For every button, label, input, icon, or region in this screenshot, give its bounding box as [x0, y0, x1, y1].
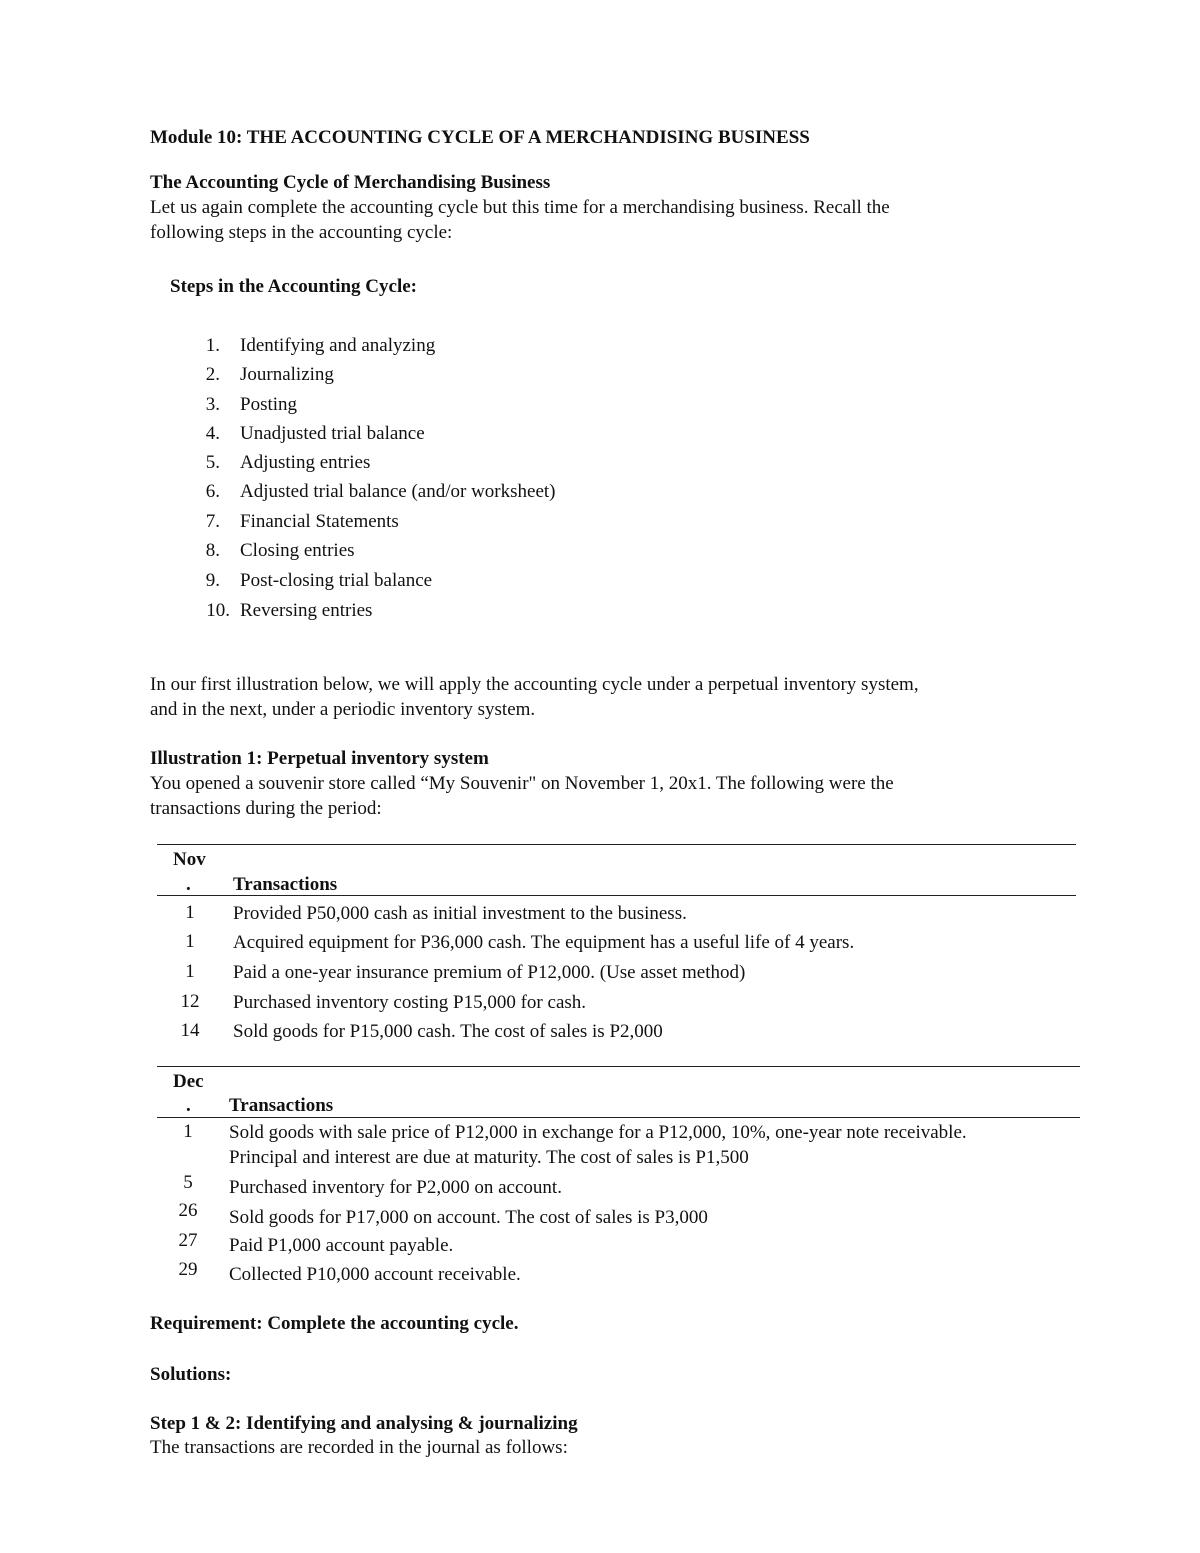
step-number: 2. [205, 364, 220, 385]
intro-line-2: following steps in the accounting cycle: [150, 222, 453, 243]
table-header-rule [157, 1117, 1080, 1118]
row-day: 14 [180, 1020, 200, 1041]
row-day: 26 [178, 1200, 198, 1221]
step12-text: The transactions are recorded in the journal as follows: [150, 1437, 568, 1458]
row-text: Sold goods with sale price of P12,000 in exchange for a P12,000, 10%, one-year note receivable. [229, 1122, 967, 1143]
table-top-rule [157, 1066, 1080, 1067]
step-text: Posting [240, 394, 298, 415]
step-text: Adjusting entries [240, 452, 371, 473]
step-number: 8. [205, 540, 220, 561]
illustration-text-line-1: You opened a souvenir store called “My Souvenir" on November 1, 20x1. The following were the [150, 773, 894, 794]
row-text: Sold goods for P15,000 cash. The cost of sales is P2,000 [233, 1021, 663, 1042]
table-top-rule [157, 844, 1076, 845]
step-text: Identifying and analyzing [240, 335, 436, 356]
step-number: 6. [205, 481, 220, 502]
month-label-period: . [186, 1095, 191, 1116]
step-text: Reversing entries [240, 600, 373, 621]
step-text: Adjusted trial balance (and/or worksheet) [240, 481, 556, 502]
step-text: Financial Statements [240, 511, 399, 532]
requirement: Requirement: Complete the accounting cycle. [150, 1313, 519, 1334]
row-text: Purchased inventory costing P15,000 for cash. [233, 992, 587, 1013]
row-day: 27 [178, 1230, 198, 1251]
row-text: Collected P10,000 account receivable. [229, 1264, 521, 1285]
row-day: 29 [178, 1259, 198, 1280]
step-number: 7. [205, 511, 220, 532]
step-number: 10. [206, 600, 230, 621]
step-number: 1. [205, 335, 220, 356]
solutions-heading: Solutions: [150, 1364, 232, 1385]
illustration-text-line-2: transactions during the period: [150, 798, 382, 819]
section-heading: The Accounting Cycle of Merchandising Business [150, 172, 551, 193]
row-text: Sold goods for P17,000 on account. The cost of sales is P3,000 [229, 1207, 708, 1228]
illustration-intro-line-1: In our first illustration below, we will apply the accounting cycle under a perpetual inventory system, [150, 674, 919, 695]
transactions-header: Transactions [229, 1095, 334, 1116]
table-header-rule [157, 895, 1076, 896]
row-day: 1 [185, 902, 195, 923]
row-text-continued: Principal and interest are due at maturity. The cost of sales is P1,500 [229, 1147, 749, 1168]
row-text: Paid a one-year insurance premium of P12,000. (Use asset method) [233, 962, 746, 983]
row-text: Provided P50,000 cash as initial investment to the business. [233, 903, 687, 924]
step-text: Closing entries [240, 540, 355, 561]
month-label: Dec [173, 1071, 204, 1092]
illustration-intro-line-2: and in the next, under a periodic inventory system. [150, 699, 536, 720]
step-number: 4. [205, 423, 220, 444]
transactions-header: Transactions [233, 874, 338, 895]
month-label: Nov [173, 849, 206, 870]
steps-heading: Steps in the Accounting Cycle: [170, 276, 417, 297]
step-number: 3. [205, 394, 220, 415]
step-text: Journalizing [240, 364, 334, 385]
step-text: Post-closing trial balance [240, 570, 433, 591]
month-label-period: . [186, 874, 191, 895]
step-number: 5. [205, 452, 220, 473]
row-day: 1 [185, 961, 195, 982]
step-text: Unadjusted trial balance [240, 423, 425, 444]
illustration-heading: Illustration 1: Perpetual inventory system [150, 748, 489, 769]
row-text: Purchased inventory for P2,000 on account. [229, 1177, 562, 1198]
module-title: Module 10: THE ACCOUNTING CYCLE OF A MERCHANDISING BUSINESS [150, 127, 810, 148]
row-day: 5 [183, 1172, 193, 1193]
intro-line-1: Let us again complete the accounting cycle but this time for a merchandising business. Recall the [150, 197, 890, 218]
row-day: 12 [180, 991, 200, 1012]
row-day: 1 [183, 1121, 193, 1142]
row-day: 1 [185, 931, 195, 952]
step-number: 9. [205, 570, 220, 591]
step12-heading: Step 1 & 2: Identifying and analysing & journalizing [150, 1413, 578, 1434]
row-text: Paid P1,000 account payable. [229, 1235, 454, 1256]
row-text: Acquired equipment for P36,000 cash. The equipment has a useful life of 4 years. [233, 932, 855, 953]
